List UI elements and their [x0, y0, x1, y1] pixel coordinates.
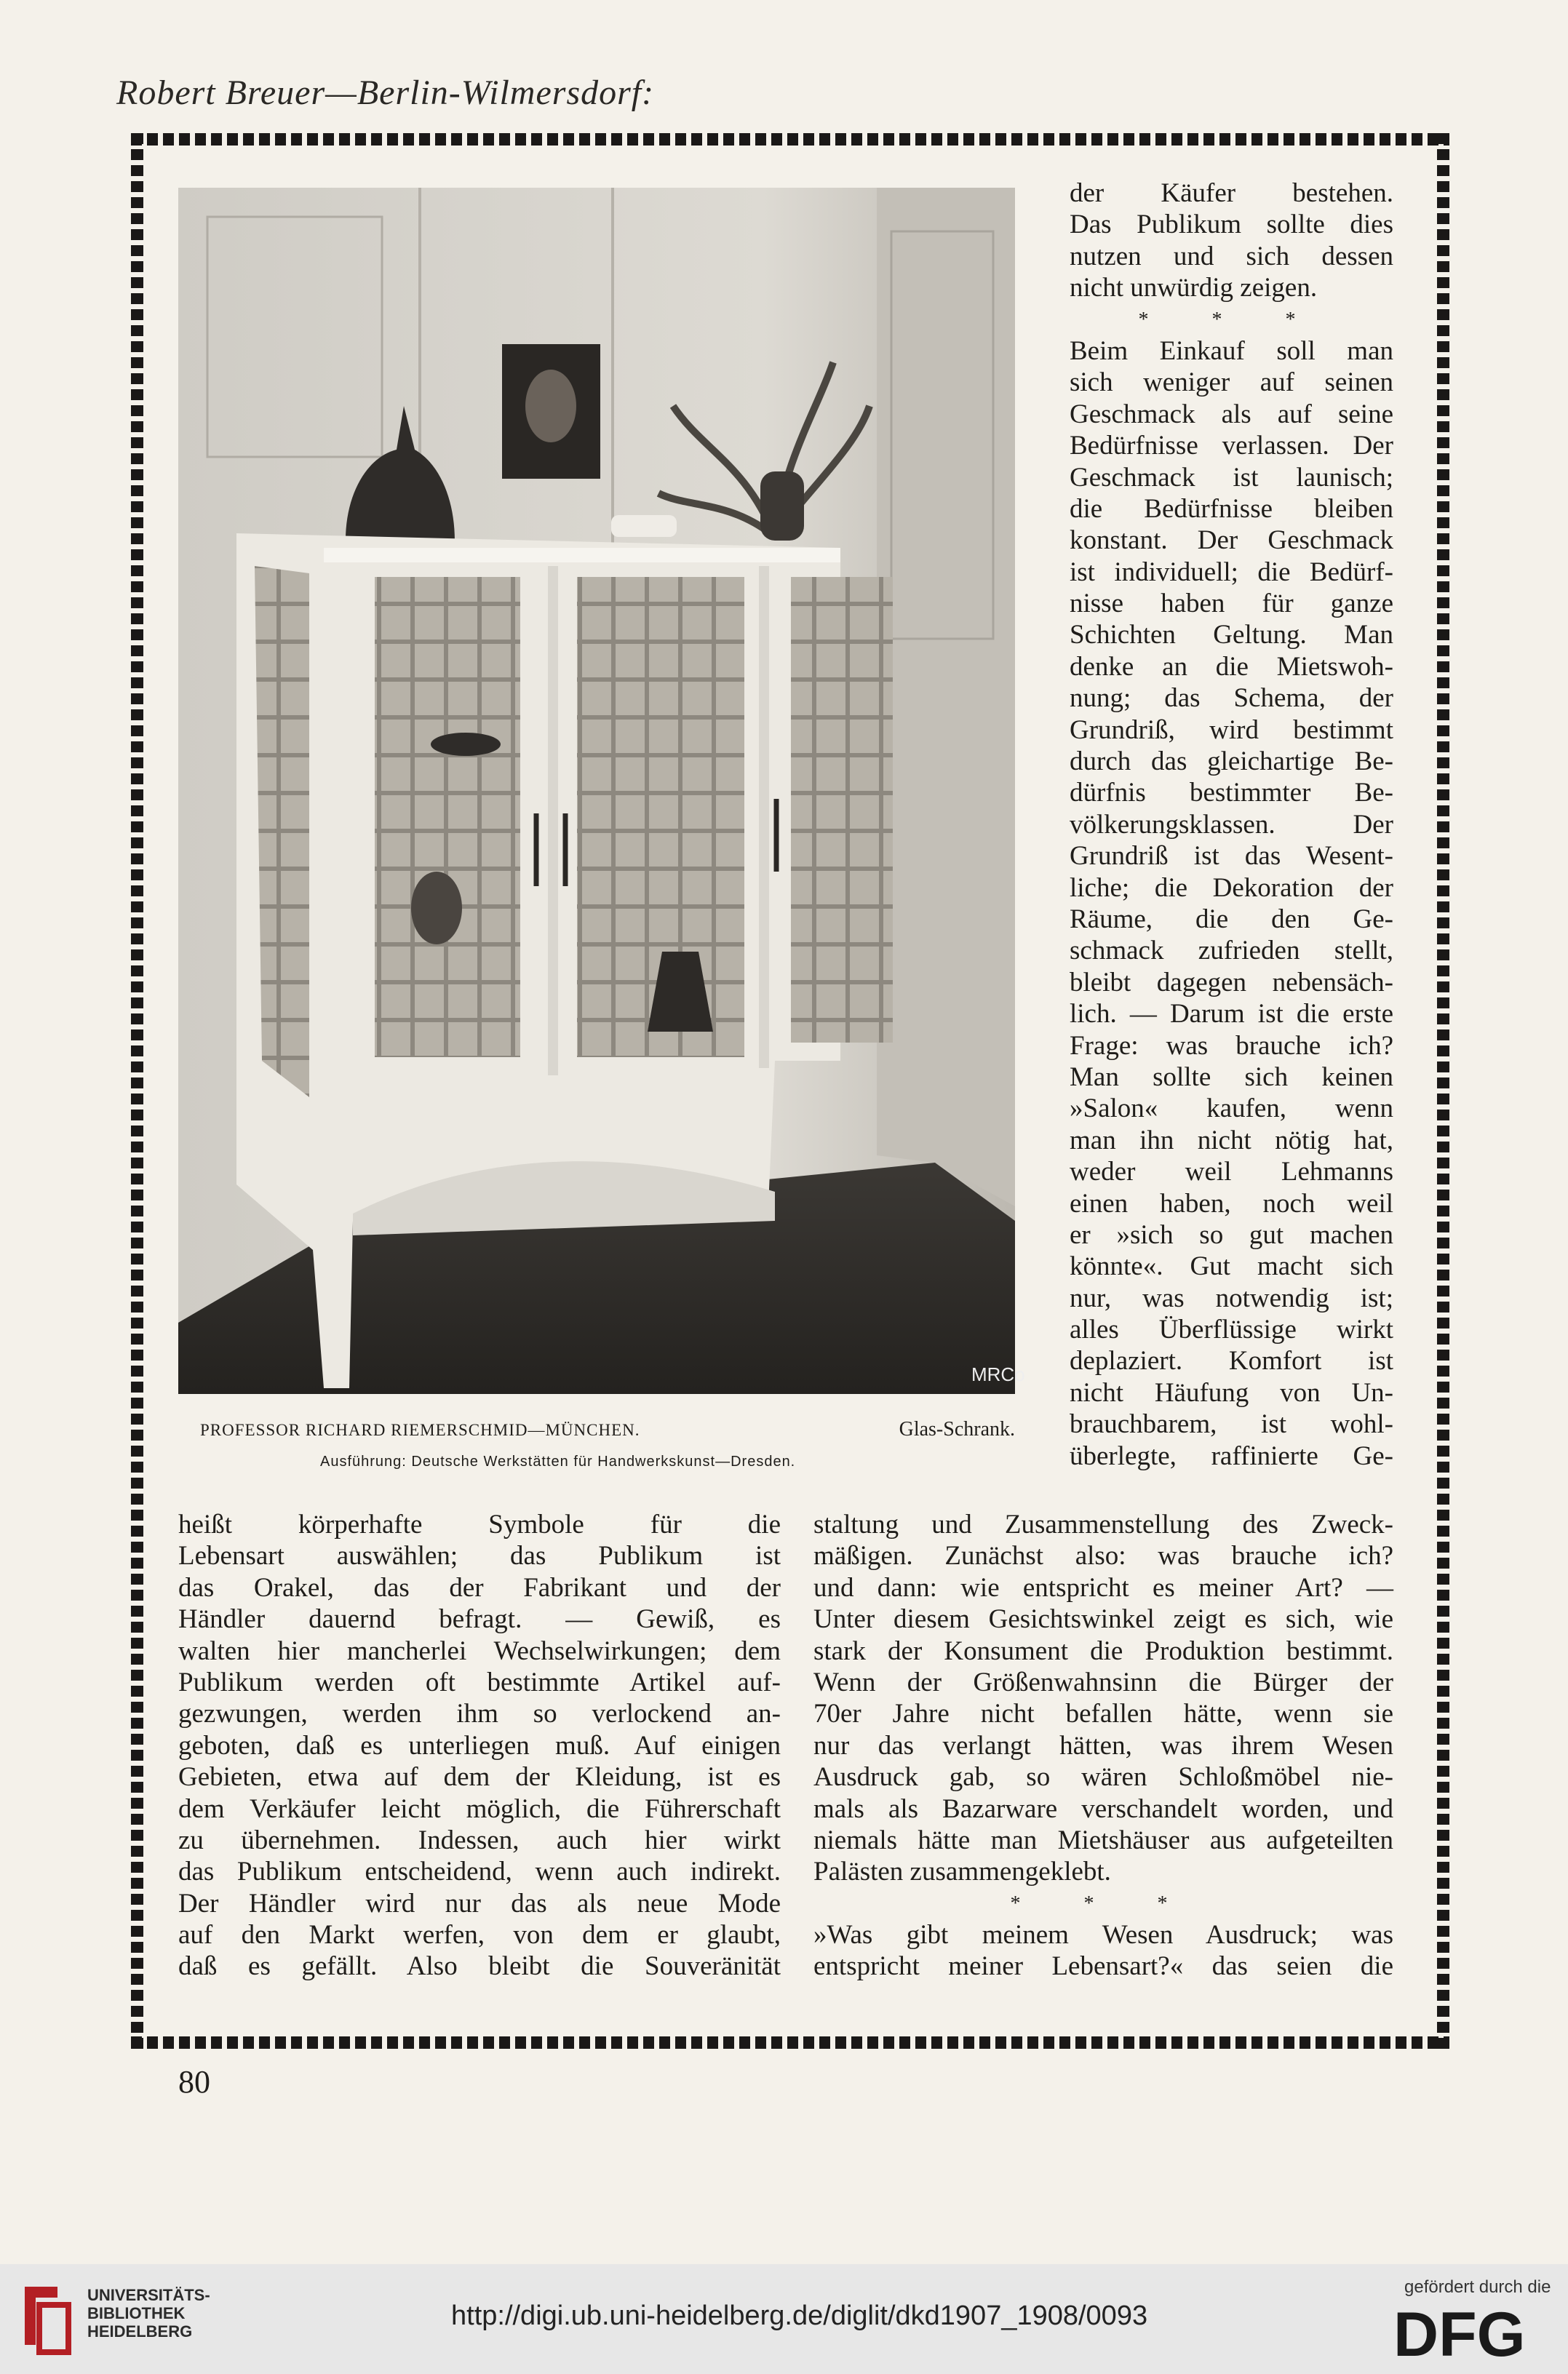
text-line: er »sich so gut machen [1070, 1219, 1393, 1250]
text-line: sich weniger auf seinen [1070, 367, 1393, 398]
text-line: gezwungen, werden ihm so verlockend an- [178, 1699, 781, 1729]
text-line: einen haben, noch weil [1070, 1188, 1393, 1219]
text-line: überlegte, raffinierte Ge- [1070, 1441, 1393, 1471]
frame-border-top [131, 133, 1449, 146]
text-line: »Was gibt meinem Wesen Ausdruck; was [813, 1920, 1393, 1951]
text-line: heißt körperhafte Symbole für die [178, 1510, 781, 1539]
page-number: 80 [178, 2064, 210, 2100]
glass-cabinet-photo [178, 188, 1025, 1394]
funding-note: gefördert durch die [1404, 2277, 1551, 2297]
frame-border-right [1437, 133, 1449, 2049]
text-line: dem Verkäufer leicht möglich, die Führerschaft [178, 1793, 781, 1824]
text-line: konstant. Der Geschmack [1070, 525, 1393, 556]
source-url-link[interactable]: http://digi.ub.uni-heidelberg.de/diglit/dkd1907_1908/0093 [451, 2301, 1148, 2331]
svg-text:DFG: DFG [1393, 2300, 1526, 2370]
text-line: weder weil Lehmanns [1070, 1157, 1393, 1187]
text-line: Lebensart auswählen; das Publikum ist [178, 1541, 781, 1572]
text-line: Händler dauernd befragt. — Gewiß, es [178, 1604, 781, 1635]
figure-caption [200, 1418, 1015, 1441]
frame-border-left [131, 133, 143, 2049]
text-line: staltung und Zusammenstellung des Zweck- [813, 1510, 1393, 1539]
caption-manufacturer: Ausführung: Deutsche Werkstätten für Handwerkskunst—Dresden. [320, 1454, 796, 1470]
text-line: schmack zufrieden stellt, [1070, 936, 1393, 966]
text-line: Frage: was brauche ich? [1070, 1030, 1393, 1061]
text-line: Räume, die den Ge- [1070, 904, 1393, 934]
text-line: Schichten Geltung. Man [1070, 620, 1393, 650]
text-line: mäßigen. Zunächst also: was brauche ich? [813, 1541, 1393, 1572]
text-line: Publikum werden oft bestimmte Artikel auf- [178, 1667, 781, 1697]
library-logo-icon [17, 2276, 76, 2356]
text-line: Beim Einkauf soll man [1070, 335, 1393, 366]
text-line: völkerungsklassen. Der [1070, 809, 1393, 840]
text-line: Unter diesem Gesichtswinkel zeigt es sich, wie [813, 1604, 1393, 1635]
section-divider: * * * [1010, 1892, 1197, 1915]
frame-border-bottom [131, 2036, 1449, 2049]
caption-designer: PROFESSOR RICHARD RIEMERSCHMID—MÜNCHEN. [200, 1421, 640, 1439]
text-line: nur das verlangt hätten, was ihrem Wesen [813, 1730, 1393, 1761]
text-line: man ihn nicht nötig hat, [1070, 1125, 1393, 1155]
text-line: Wenn der Größenwahnsinn die Bürger der [813, 1667, 1393, 1697]
text-line: liche; die Dekoration der [1070, 872, 1393, 903]
text-line: alles Überflüssige wirkt [1070, 1315, 1393, 1345]
text-line: Bedürfnisse verlassen. Der [1070, 431, 1393, 461]
text-line: »Salon« kaufen, wenn [1070, 1094, 1393, 1124]
dfg-logo-icon [1393, 2300, 1546, 2370]
text-line: stark der Konsument die Produktion bestimmt. [813, 1636, 1393, 1666]
text-line: Palästen zusammengeklebt. [813, 1857, 1111, 1887]
text-line: mals als Bazarware verschandelt worden, und [813, 1793, 1393, 1824]
section-divider: * * * [1138, 308, 1325, 331]
text-line: und dann: wie entspricht es meiner Art? — [813, 1572, 1393, 1603]
text-line: durch das gleichartige Be- [1070, 746, 1393, 777]
text-line: Geschmack als auf seine [1070, 399, 1393, 429]
text-column-left [178, 1509, 781, 1983]
text-line: auf den Markt werfen, von dem er glaubt, [178, 1920, 781, 1951]
text-line: nung; das Schema, der [1070, 683, 1393, 714]
text-line: Ausdruck gab, so wären Schloßmöbel nie- [813, 1762, 1393, 1793]
text-line: das Publikum entscheidend, wenn auch indirekt. [178, 1857, 781, 1887]
text-line: deplaziert. Komfort ist [1070, 1346, 1393, 1377]
text-line: daß es gefällt. Also bleibt die Souveränität [178, 1951, 781, 1982]
text-line: Der Händler wird nur das als neue Mode [178, 1888, 781, 1919]
caption-object-title: Glas-Schrank. [899, 1418, 1015, 1441]
text-line: denke an die Mietswoh- [1070, 651, 1393, 682]
text-line: nur, was notwendig ist; [1070, 1283, 1393, 1313]
text-line: könnte«. Gut macht sich [1070, 1251, 1393, 1282]
text-line: Man sollte sich keinen [1070, 1061, 1393, 1092]
text-line: Das Publikum sollte dies [1070, 210, 1393, 240]
library-name: UNIVERSITÄTS- BIBLIOTHEK HEIDELBERG [87, 2286, 210, 2341]
text-line: lich. — Darum ist die erste [1070, 999, 1393, 1029]
text-line: nicht Häufung von Un- [1070, 1377, 1393, 1408]
text-line: geboten, daß es unterliegen muß. Auf einigen [178, 1730, 781, 1761]
text-line: nicht unwürdig zeigen. [1070, 273, 1318, 303]
text-line: 70er Jahre nicht befallen hätte, wenn sie [813, 1699, 1393, 1729]
text-line: Gebieten, etwa auf dem der Kleidung, ist es [178, 1762, 781, 1793]
text-line: Grundriß, wird bestimmt [1070, 714, 1393, 745]
text-line: zu übernehmen. Indessen, auch hier wirkt [178, 1825, 781, 1855]
text-line: nisse haben für ganze [1070, 589, 1393, 619]
photo-monogram: MRCo [971, 1363, 1025, 1385]
text-line: brauchbarem, ist wohl- [1070, 1409, 1393, 1440]
footer-bar [0, 2264, 1568, 2374]
text-line: die Bedürfnisse bleiben [1070, 493, 1393, 524]
text-line: walten hier mancherlei Wechselwirkungen; dem [178, 1636, 781, 1666]
text-line: entspricht meiner Lebensart?« das seien die [813, 1951, 1393, 1982]
text-column-right-bottom [813, 1509, 1393, 1983]
text-line: dürfnis bestimmter Be- [1070, 778, 1393, 808]
text-line: bleibt dagegen nebensäch- [1070, 967, 1393, 997]
text-line: nutzen und sich dessen [1070, 241, 1393, 271]
text-column-right-top [1070, 178, 1393, 1472]
text-line: Geschmack ist launisch; [1070, 462, 1393, 493]
text-line: Grundriß ist das Wesent- [1070, 841, 1393, 872]
running-head: Robert Breuer—Berlin-Wilmersdorf: [116, 73, 655, 112]
text-line: niemals hätte man Mietshäuser aus aufgeteilten [813, 1825, 1393, 1855]
text-line: der Käufer bestehen. [1070, 178, 1393, 208]
text-line: ist individuell; die Bedürf- [1070, 557, 1393, 587]
text-line: das Orakel, das der Fabrikant und der [178, 1572, 781, 1603]
